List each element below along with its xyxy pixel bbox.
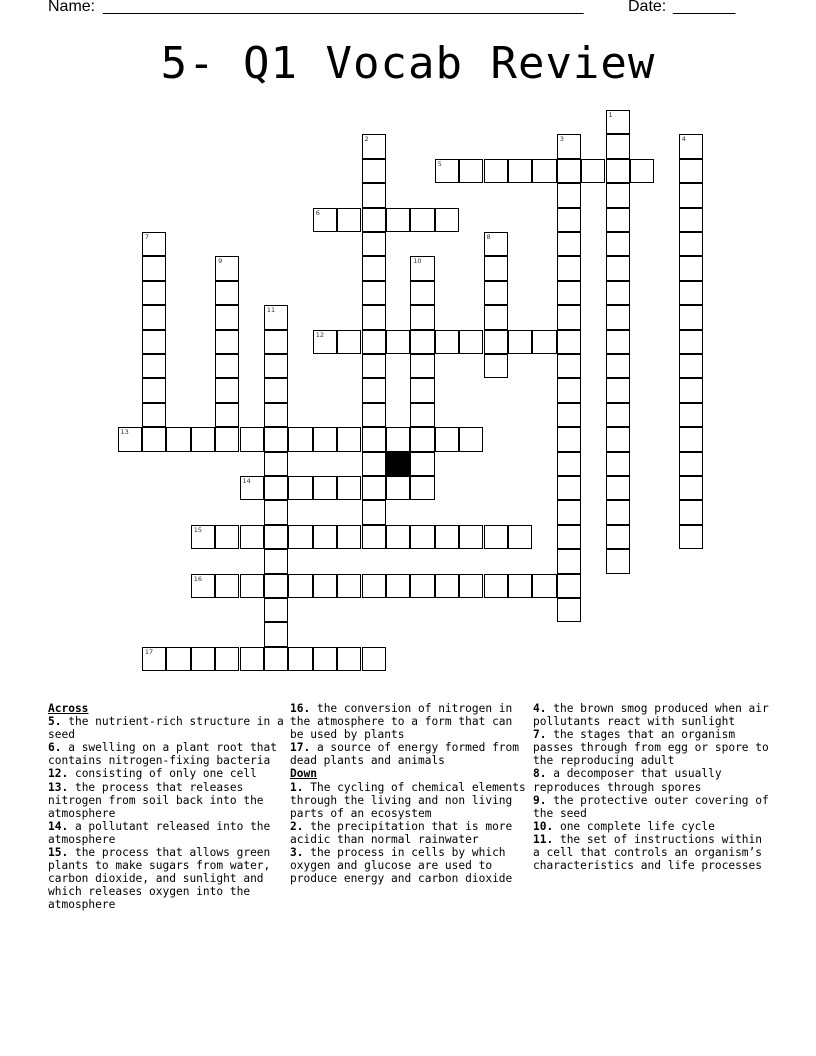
grid-cell[interactable] [362, 281, 386, 305]
grid-cell[interactable] [362, 525, 386, 549]
grid-cell[interactable] [313, 525, 337, 549]
clue [290, 820, 528, 846]
grid-cell[interactable] [313, 647, 337, 671]
grid-cell[interactable] [410, 427, 434, 451]
grid-cell[interactable] [313, 427, 337, 451]
grid-cell[interactable] [264, 647, 288, 671]
clue-text: a pollutant released into the atmosphere [48, 819, 271, 846]
grid-cell[interactable] [337, 574, 361, 598]
grid-cell[interactable] [142, 232, 166, 256]
clue-column-1 [48, 702, 286, 912]
clue [48, 741, 286, 767]
grid-cell[interactable] [386, 476, 410, 500]
grid-cell[interactable] [264, 354, 288, 378]
clue [290, 741, 528, 767]
clue [533, 820, 771, 833]
grid-cell[interactable] [679, 232, 703, 256]
grid-cell[interactable] [557, 378, 581, 402]
grid-cell[interactable] [557, 305, 581, 329]
grid-cell[interactable] [435, 208, 459, 232]
cell-number: 10 [413, 257, 422, 266]
grid-cell[interactable] [264, 622, 288, 646]
grid-cell[interactable] [679, 452, 703, 476]
grid-cell[interactable] [484, 354, 508, 378]
clue-number: 12. [48, 767, 69, 781]
clue-number: 8. [533, 767, 547, 781]
clue-number: 7. [533, 728, 547, 742]
grid-cell[interactable] [362, 330, 386, 354]
grid-cell[interactable] [679, 183, 703, 207]
cell-number: 15 [193, 525, 202, 534]
clue-text: the set of instructions within a cell that controls an organism’s characteristics and life processes [533, 832, 763, 873]
grid-cell[interactable] [606, 159, 630, 183]
grid-cell[interactable] [410, 525, 434, 549]
grid-cell[interactable] [215, 574, 239, 598]
grid-cell[interactable] [191, 427, 215, 451]
grid-cell[interactable] [606, 403, 630, 427]
grid-cell[interactable] [532, 574, 556, 598]
grid-cell[interactable] [581, 159, 605, 183]
grid-cell[interactable] [459, 574, 483, 598]
grid-cell[interactable] [386, 525, 410, 549]
grid-cell[interactable] [557, 574, 581, 598]
grid-cell[interactable] [264, 598, 288, 622]
clue [533, 702, 771, 728]
grid-cell[interactable] [362, 378, 386, 402]
grid-cell[interactable] [362, 354, 386, 378]
grid-cell[interactable] [679, 208, 703, 232]
clue [48, 781, 286, 820]
clue [533, 794, 771, 820]
grid-cell[interactable] [435, 427, 459, 451]
grid-cell[interactable] [215, 378, 239, 402]
grid-cell[interactable] [386, 330, 410, 354]
grid-cell[interactable] [215, 403, 239, 427]
grid-cell[interactable] [484, 256, 508, 280]
cell-number: 9 [218, 257, 223, 266]
grid-cell[interactable] [362, 183, 386, 207]
grid-cell[interactable] [264, 403, 288, 427]
grid-cell[interactable] [484, 574, 508, 598]
clue-number: 3. [290, 846, 304, 860]
grid-cell[interactable] [606, 500, 630, 524]
cell-number: 2 [364, 135, 369, 144]
grid-cell[interactable] [557, 476, 581, 500]
grid-cell[interactable] [410, 354, 434, 378]
grid-cell[interactable] [606, 183, 630, 207]
grid-cell[interactable] [679, 354, 703, 378]
grid-cell[interactable] [679, 403, 703, 427]
clue [290, 781, 528, 820]
clue-number: 1. [290, 780, 304, 794]
grid-cell[interactable] [337, 525, 361, 549]
grid-cell[interactable] [508, 574, 532, 598]
grid-cell[interactable] [288, 427, 312, 451]
grid-cell[interactable] [142, 305, 166, 329]
grid-cell[interactable] [606, 305, 630, 329]
clue-text: The cycling of chemical elements through the living and non living parts of an ecosystem [290, 780, 526, 820]
grid-cell[interactable] [630, 159, 654, 183]
clue [290, 846, 528, 885]
grid-cell[interactable] [362, 476, 386, 500]
grid-cell[interactable] [484, 159, 508, 183]
grid-cell[interactable] [362, 647, 386, 671]
grid-cell[interactable] [679, 427, 703, 451]
grid-cell[interactable] [679, 476, 703, 500]
grid-cell[interactable] [337, 208, 361, 232]
clue-number: 14. [48, 819, 69, 833]
page-title: 5- Q1 Vocab Review [160, 38, 656, 89]
grid-cell[interactable] [679, 256, 703, 280]
grid-cell[interactable] [557, 208, 581, 232]
grid-cell[interactable] [142, 354, 166, 378]
grid-cell[interactable] [386, 574, 410, 598]
clue-number: 13. [48, 780, 69, 794]
grid-cell[interactable] [191, 574, 215, 598]
grid-cell[interactable] [240, 427, 264, 451]
clue-text: the stages that an organism passes through from egg or spore to the reproducing adult [533, 728, 769, 768]
grid-cell[interactable] [191, 647, 215, 671]
grid-cell[interactable] [508, 159, 532, 183]
grid-cell[interactable] [606, 427, 630, 451]
grid-cell[interactable] [264, 378, 288, 402]
grid-cell[interactable] [240, 647, 264, 671]
grid-cell[interactable] [362, 208, 386, 232]
grid-cell[interactable] [362, 574, 386, 598]
grid-cell[interactable] [410, 452, 434, 476]
grid-cell[interactable] [557, 256, 581, 280]
grid-cell[interactable] [557, 549, 581, 573]
clue [533, 767, 771, 793]
grid-cell[interactable] [362, 500, 386, 524]
clue-number: 17. [290, 741, 311, 755]
grid-cell[interactable] [362, 232, 386, 256]
grid-cell[interactable] [264, 476, 288, 500]
grid-cell[interactable] [435, 330, 459, 354]
clue [290, 702, 528, 741]
grid-cell[interactable] [410, 403, 434, 427]
grid-cell[interactable] [264, 330, 288, 354]
grid-cell[interactable] [484, 232, 508, 256]
grid-cell[interactable] [264, 574, 288, 598]
cell-number: 17 [144, 647, 154, 656]
grid-cell[interactable] [508, 525, 532, 549]
across-heading: Across [48, 702, 89, 715]
clue-number: 5. [48, 715, 62, 729]
grid-cell[interactable] [410, 574, 434, 598]
name-label: Name: [48, 0, 96, 15]
clue [48, 846, 286, 911]
grid-cell[interactable] [484, 330, 508, 354]
cell-number: 7 [144, 233, 150, 241]
date-field[interactable]: _______ [673, 0, 736, 15]
grid-cell[interactable] [606, 256, 630, 280]
cell-number: 6 [315, 208, 320, 217]
grid-cell[interactable] [313, 574, 337, 598]
clue-text: a decomposer that usually reproduces through spores [533, 767, 722, 794]
grid-cell[interactable] [435, 525, 459, 549]
grid-cell[interactable] [557, 330, 581, 354]
grid-cell[interactable] [410, 305, 434, 329]
grid-cell[interactable] [288, 476, 312, 500]
grid-cell[interactable] [606, 134, 630, 158]
grid-cell[interactable] [337, 427, 361, 451]
grid-cell[interactable] [386, 427, 410, 451]
grid-cell[interactable] [362, 256, 386, 280]
grid-cell[interactable] [410, 330, 434, 354]
grid-cell[interactable] [337, 647, 361, 671]
grid-cell[interactable] [215, 281, 239, 305]
grid-cell[interactable] [679, 134, 703, 158]
clue-number: 9. [533, 793, 547, 807]
grid-cell[interactable] [435, 159, 459, 183]
grid-cell[interactable] [215, 647, 239, 671]
grid-cell[interactable] [557, 403, 581, 427]
grid-cell[interactable] [362, 427, 386, 451]
grid-cell[interactable] [410, 476, 434, 500]
grid-cell[interactable] [459, 330, 483, 354]
grid-cell[interactable] [557, 183, 581, 207]
grid-cell[interactable] [264, 500, 288, 524]
black-cell [386, 452, 410, 476]
cell-number: 1 [608, 111, 613, 119]
grid-cell[interactable] [679, 500, 703, 524]
grid-cell[interactable] [606, 281, 630, 305]
grid-cell[interactable] [142, 281, 166, 305]
clue [533, 833, 771, 872]
grid-cell[interactable] [606, 232, 630, 256]
clue-number: 15. [48, 846, 69, 860]
grid-cell[interactable] [264, 427, 288, 451]
grid-cell[interactable] [679, 159, 703, 183]
clue-number: 6. [48, 741, 62, 755]
grid-cell[interactable] [410, 378, 434, 402]
grid-cell[interactable] [166, 427, 190, 451]
grid-cell[interactable] [410, 256, 434, 280]
grid-cell[interactable] [679, 525, 703, 549]
grid-cell[interactable] [606, 330, 630, 354]
cell-number: 13 [120, 428, 129, 437]
grid-cell[interactable] [557, 159, 581, 183]
clue-text: a swelling on a plant root that contains nitrogen-fixing bacteria [48, 741, 278, 768]
grid-cell[interactable] [118, 427, 142, 451]
grid-cell[interactable] [410, 281, 434, 305]
grid-cell[interactable] [557, 134, 581, 158]
cell-number: 8 [486, 233, 491, 241]
name-field[interactable]: ______________________________________________________ [103, 0, 584, 15]
clue-text: the protective outer covering of the seed [533, 793, 769, 820]
grid-cell[interactable] [410, 208, 434, 232]
clue-text: the conversion of nitrogen in the atmosphere to a form that can be used by plants [290, 702, 513, 742]
grid-cell[interactable] [557, 452, 581, 476]
grid-cell[interactable] [362, 452, 386, 476]
grid-cell[interactable] [557, 232, 581, 256]
grid-cell[interactable] [313, 476, 337, 500]
grid-cell[interactable] [532, 330, 556, 354]
clue-number: 11. [533, 832, 554, 846]
grid-cell[interactable] [240, 574, 264, 598]
grid-cell[interactable] [557, 354, 581, 378]
grid-cell[interactable] [215, 256, 239, 280]
clue-column-2 [290, 702, 528, 885]
grid-cell[interactable] [557, 500, 581, 524]
clue-text: the brown smog produced when air pollutants react with sunlight [533, 702, 769, 729]
clue-text: the process in cells by which oxygen and glucose are used to produce energy and carbon dioxide [290, 846, 513, 886]
clue [48, 715, 286, 741]
grid-cell[interactable] [606, 354, 630, 378]
grid-cell[interactable] [142, 427, 166, 451]
grid-cell[interactable] [386, 208, 410, 232]
grid-cell[interactable] [142, 403, 166, 427]
grid-cell[interactable] [484, 281, 508, 305]
cell-number: 12 [315, 330, 324, 339]
grid-cell[interactable] [679, 305, 703, 329]
grid-cell[interactable] [484, 305, 508, 329]
grid-cell[interactable] [142, 330, 166, 354]
grid-cell[interactable] [264, 305, 288, 329]
clue-number: 10. [533, 819, 554, 833]
clue-text: the process that releases nitrogen from soil back into the atmosphere [48, 780, 264, 820]
grid-cell[interactable] [606, 208, 630, 232]
grid-cell[interactable] [215, 427, 239, 451]
cell-number: 3 [559, 135, 564, 144]
grid-cell[interactable] [362, 134, 386, 158]
grid-cell[interactable] [557, 427, 581, 451]
cell-number: 16 [193, 574, 202, 583]
grid-cell[interactable] [288, 525, 312, 549]
grid-cell[interactable] [288, 647, 312, 671]
down-heading: Down [290, 767, 317, 781]
grid-cell[interactable] [484, 525, 508, 549]
grid-cell[interactable] [679, 281, 703, 305]
grid-cell[interactable] [606, 476, 630, 500]
date-label: Date: [628, 0, 667, 15]
grid-cell[interactable] [679, 378, 703, 402]
clue-text: the process that allows green plants to make sugars from water, carbon dioxide, and sunlight and which releases oxygen into the atmosphere [48, 846, 271, 912]
grid-cell[interactable] [362, 159, 386, 183]
clue [48, 820, 286, 846]
clue-text: the precipitation that is more acidic than normal rainwater [290, 819, 513, 846]
grid-cell[interactable] [240, 476, 264, 500]
grid-cell[interactable] [142, 256, 166, 280]
grid-cell[interactable] [557, 525, 581, 549]
grid-cell[interactable] [264, 525, 288, 549]
grid-cell[interactable] [459, 525, 483, 549]
grid-cell[interactable] [606, 549, 630, 573]
grid-cell[interactable] [557, 598, 581, 622]
clue-number: 2. [290, 819, 304, 833]
grid-cell[interactable] [166, 647, 190, 671]
grid-cell[interactable] [337, 476, 361, 500]
grid-cell[interactable] [362, 305, 386, 329]
grid-cell[interactable] [288, 574, 312, 598]
grid-cell[interactable] [240, 525, 264, 549]
clue-number: 4. [533, 702, 547, 715]
grid-cell[interactable] [606, 525, 630, 549]
grid-cell[interactable] [142, 378, 166, 402]
clue-column-3 [533, 702, 771, 872]
grid-cell[interactable] [362, 403, 386, 427]
clue [533, 728, 771, 767]
grid-cell[interactable] [532, 159, 556, 183]
grid-cell[interactable] [215, 525, 239, 549]
cell-number: 4 [681, 135, 686, 144]
grid-cell[interactable] [313, 208, 337, 232]
clue-text: the nutrient-rich structure in a seed [48, 715, 284, 742]
grid-cell[interactable] [215, 305, 239, 329]
grid-cell[interactable] [264, 549, 288, 573]
grid-cell[interactable] [508, 330, 532, 354]
grid-cell[interactable] [142, 647, 166, 671]
grid-cell[interactable] [215, 330, 239, 354]
grid-cell[interactable] [459, 427, 483, 451]
clue-text: consisting of only one cell [68, 767, 257, 781]
grid-cell[interactable] [435, 574, 459, 598]
grid-cell[interactable] [264, 452, 288, 476]
grid-cell[interactable] [606, 452, 630, 476]
clue-number: 16. [290, 702, 311, 715]
grid-cell[interactable] [191, 525, 215, 549]
clue-text: one complete life cycle [553, 819, 715, 833]
cell-number: 11 [266, 306, 276, 315]
grid-cell[interactable] [557, 281, 581, 305]
cell-number: 14 [242, 477, 251, 485]
grid-cell[interactable] [459, 159, 483, 183]
clue-list [48, 702, 778, 962]
grid-cell[interactable] [337, 330, 361, 354]
grid-cell[interactable] [606, 110, 630, 134]
cell-number: 5 [437, 159, 442, 168]
grid-cell[interactable] [606, 378, 630, 402]
clue-text: a source of energy formed from dead plants and animals [290, 741, 520, 768]
grid-cell[interactable] [679, 330, 703, 354]
grid-cell[interactable] [313, 330, 337, 354]
grid-cell[interactable] [215, 354, 239, 378]
clue [48, 767, 286, 780]
